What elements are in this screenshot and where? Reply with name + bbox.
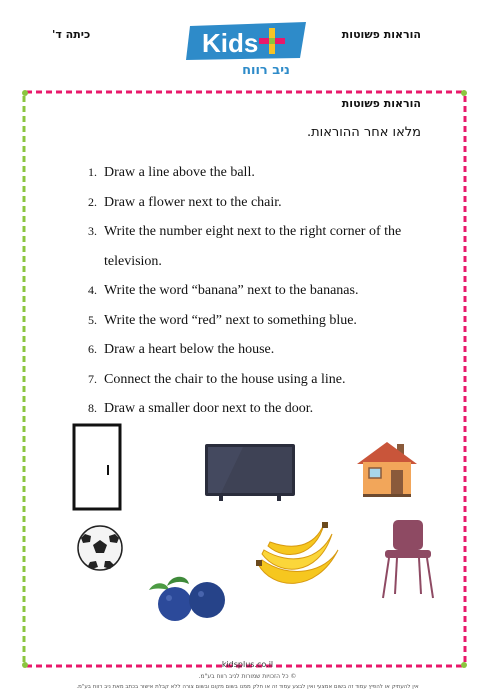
instruction-number: 8. — [88, 401, 97, 415]
instruction-number: 3. — [88, 224, 97, 238]
section-title: הוראות פשוטות — [341, 97, 421, 110]
house-icon — [355, 438, 419, 498]
grade-label: כיתה ד' — [52, 28, 91, 41]
instructions-list — [88, 158, 428, 424]
instruction-number: 7. — [88, 371, 97, 386]
instruction-item — [88, 158, 428, 188]
instruction-text: Write the word “banana” next to the bananas. — [104, 283, 359, 298]
instruction-text: Draw a smaller door next to the door. — [104, 401, 314, 416]
footer-site: kidsplus.co.il — [221, 660, 274, 669]
instruction-text: television. — [104, 253, 162, 269]
instruction-number: 4. — [88, 283, 97, 297]
instruction-text: Write the word “red” next to something blue. — [104, 312, 357, 328]
soccer-ball-icon — [76, 524, 124, 572]
instruction-number: 1. — [88, 165, 97, 179]
blueberries-icon — [143, 572, 231, 624]
instruction-number: 2. — [88, 194, 97, 209]
instruction-text: Draw a heart below the house. — [104, 342, 275, 357]
section-subtitle: מלאו אחר ההוראות. — [306, 125, 421, 140]
kids-plus-logo — [184, 20, 310, 76]
instruction-number: 5. — [88, 312, 97, 327]
instruction-item — [88, 188, 428, 218]
instruction-item — [88, 394, 428, 424]
worksheet-title: הוראות פשוטות — [341, 28, 421, 41]
instruction-item — [88, 306, 428, 336]
footer-copyright: © כל הזכויות שמורות לניב רווח בע"מ. — [198, 673, 297, 680]
instruction-text: Connect the chair to the house using a line. — [104, 371, 346, 387]
instruction-item — [88, 276, 428, 306]
instruction-text: Draw a flower next to the chair. — [104, 194, 282, 210]
footer-legal: אין להעתיק או להפיץ עמוד זה בשום אמצעי ואין לבצע עמוד זה או חלק ממנו בשום מקום ובשום צורה ללא קבלת אישור בכתב מאת ניב רווח בע"מ. — [76, 684, 419, 690]
instruction-text: Write the number eight next to the right corner of the — [104, 224, 402, 239]
instruction-item — [88, 217, 428, 247]
logo-word: Kids — [202, 28, 259, 58]
instruction-number: 6. — [88, 342, 97, 356]
door-icon — [72, 423, 122, 511]
instruction-item — [88, 335, 428, 365]
instruction-item — [88, 365, 428, 395]
instruction-item — [88, 247, 428, 277]
instruction-text: Draw a line above the ball. — [104, 165, 255, 180]
television-icon — [203, 440, 297, 504]
chair-icon — [379, 518, 437, 600]
logo-subtitle: ניב רווח — [242, 63, 290, 76]
bananas-icon — [254, 520, 342, 598]
